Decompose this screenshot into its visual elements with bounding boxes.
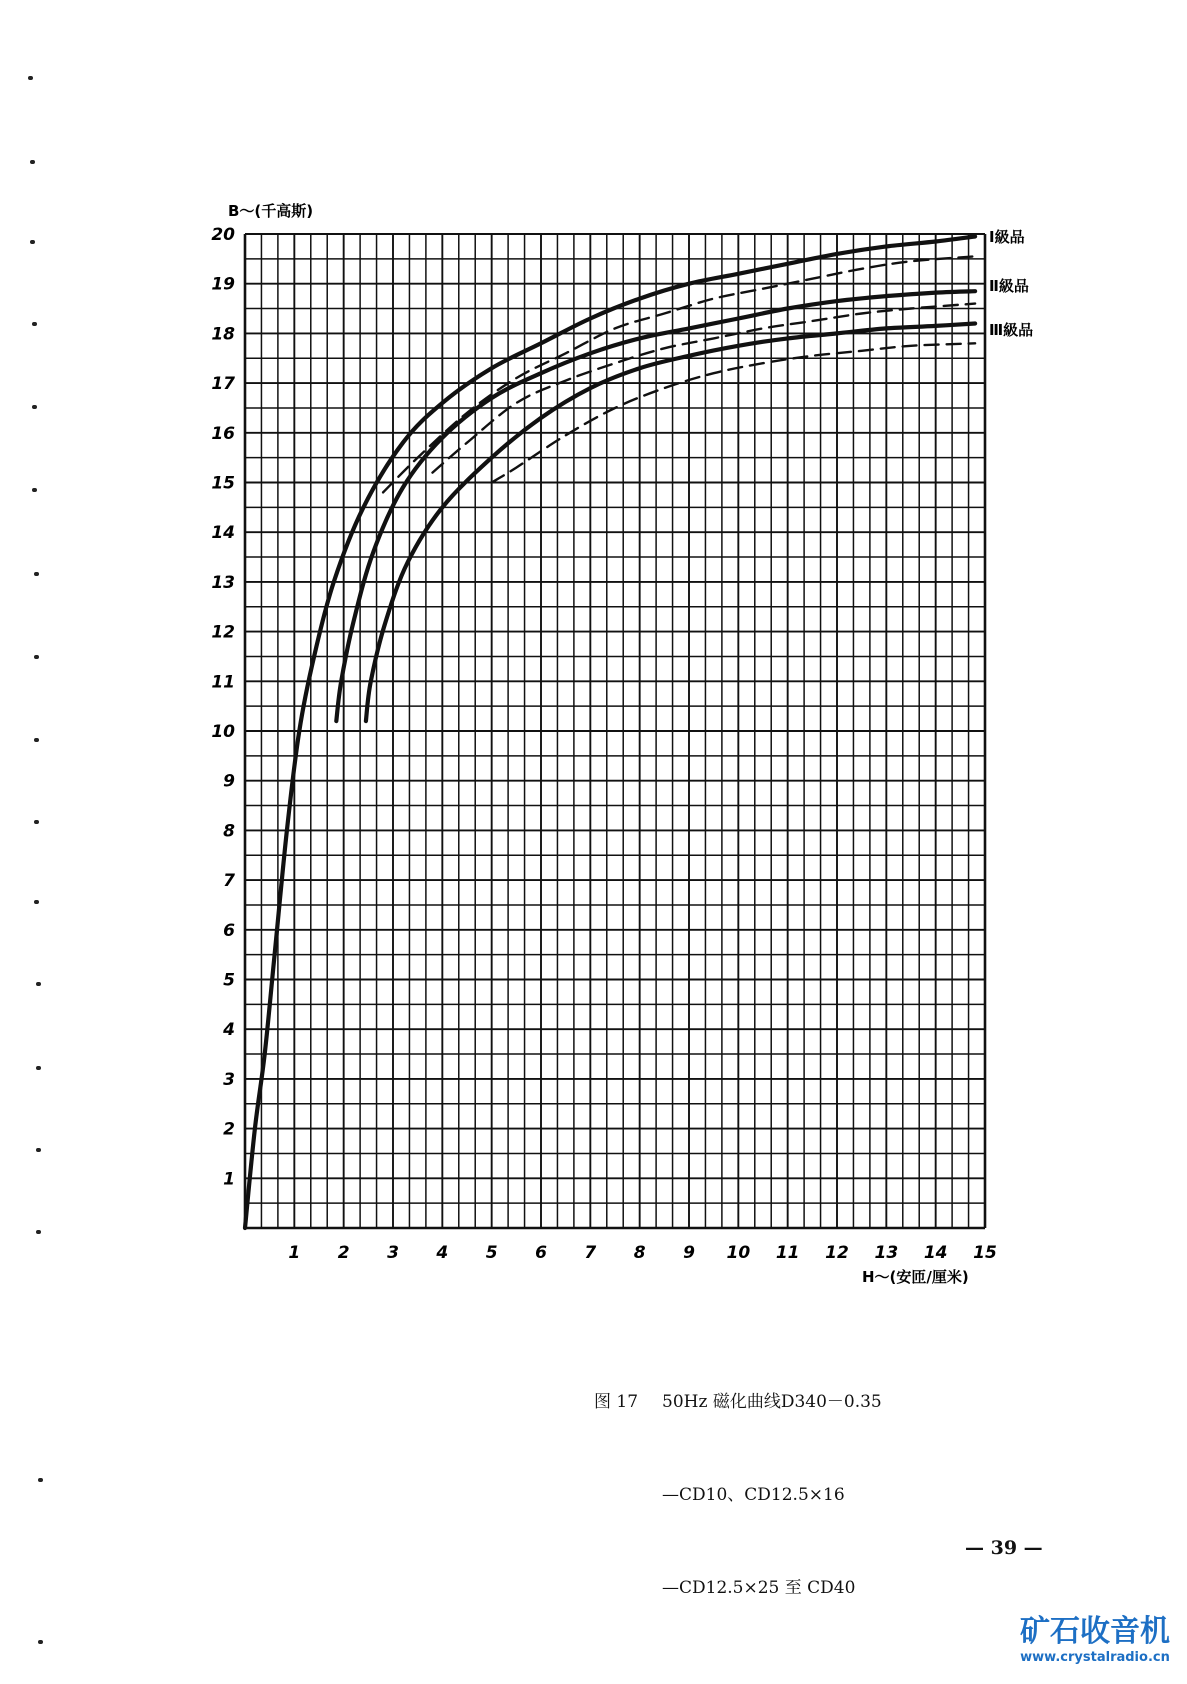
x-tick-label: 10 bbox=[726, 1243, 751, 1263]
y-tick-label: 9 bbox=[223, 771, 235, 792]
y-tick-label: 7 bbox=[223, 871, 235, 892]
y-tick-label: 8 bbox=[223, 821, 235, 842]
x-tick-labels bbox=[288, 1243, 996, 1263]
y-tick-label: 14 bbox=[211, 523, 235, 544]
y-tick-label: 18 bbox=[211, 324, 235, 345]
x-tick-label: 1 bbox=[288, 1243, 301, 1263]
margin-mark bbox=[34, 900, 39, 904]
margin-mark bbox=[30, 160, 35, 164]
watermark-url: www.crystalradio.cn bbox=[1020, 1650, 1170, 1665]
y-tick-label: 4 bbox=[223, 1020, 235, 1041]
grade-label-1: Ⅰ級品 bbox=[989, 228, 1025, 246]
x-tick-label: 4 bbox=[436, 1243, 449, 1263]
y-tick-label: 19 bbox=[211, 274, 235, 295]
y-tick-label: 3 bbox=[223, 1069, 235, 1090]
y-tick-label: 6 bbox=[223, 920, 235, 941]
margin-mark bbox=[36, 1148, 41, 1152]
margin-mark bbox=[32, 405, 37, 409]
margin-mark bbox=[32, 322, 37, 326]
caption-line-3: —CD12.5×25 至 CD40 bbox=[662, 1578, 856, 1598]
margin-mark bbox=[34, 655, 39, 659]
margin-mark bbox=[36, 1066, 41, 1070]
y-axis-label: B～(千高斯) bbox=[228, 202, 314, 220]
margin-mark bbox=[36, 982, 41, 986]
x-tick-label: 2 bbox=[337, 1243, 350, 1263]
x-tick-label: 3 bbox=[387, 1243, 399, 1263]
caption-label: 图 17 bbox=[594, 1392, 639, 1412]
y-tick-label: 20 bbox=[211, 225, 235, 245]
margin-mark bbox=[34, 820, 39, 824]
grade-labels bbox=[989, 228, 1033, 339]
x-axis-label: H～(安匝/厘米) bbox=[862, 1268, 969, 1286]
y-tick-label: 10 bbox=[211, 722, 235, 742]
y-tick-labels bbox=[211, 225, 235, 1189]
y-tick-label: 1 bbox=[223, 1169, 235, 1190]
x-tick-label: 13 bbox=[874, 1243, 899, 1263]
x-tick-label: 7 bbox=[584, 1243, 597, 1263]
grade-label-3: Ⅲ級品 bbox=[989, 321, 1034, 339]
x-tick-label: 14 bbox=[923, 1243, 948, 1263]
watermark bbox=[1010, 1614, 1180, 1665]
x-tick-label: 11 bbox=[775, 1243, 800, 1263]
y-tick-label: 15 bbox=[211, 473, 235, 494]
y-tick-label: 12 bbox=[211, 622, 235, 643]
y-tick-label: 5 bbox=[223, 970, 235, 991]
margin-mark bbox=[36, 1230, 41, 1234]
y-tick-label: 11 bbox=[211, 672, 235, 693]
y-tick-label: 17 bbox=[211, 374, 235, 395]
y-tick-label: 16 bbox=[211, 423, 235, 444]
x-tick-label: 9 bbox=[683, 1243, 695, 1263]
margin-mark bbox=[32, 488, 37, 492]
margin-mark bbox=[38, 1640, 43, 1644]
margin-mark bbox=[30, 240, 35, 244]
x-tick-label: 6 bbox=[535, 1243, 547, 1263]
margin-mark bbox=[28, 76, 33, 80]
x-tick-label: 5 bbox=[485, 1243, 498, 1263]
caption-line-2: —CD10、CD12.5×16 bbox=[662, 1485, 845, 1505]
x-tick-label: 8 bbox=[633, 1243, 646, 1263]
margin-mark bbox=[34, 572, 39, 576]
margin-mark bbox=[34, 738, 39, 742]
grade-label-2: Ⅱ級品 bbox=[989, 277, 1029, 295]
watermark-name: 矿石收音机 bbox=[1020, 1614, 1170, 1649]
figure-caption bbox=[594, 1325, 882, 1635]
x-tick-label: 12 bbox=[825, 1243, 849, 1263]
y-tick-label: 2 bbox=[223, 1119, 235, 1140]
chart-grid bbox=[245, 234, 985, 1228]
margin-mark bbox=[38, 1478, 43, 1482]
x-tick-label: 15 bbox=[973, 1243, 997, 1263]
page-number: — 39 — bbox=[965, 1537, 1043, 1559]
y-tick-label: 13 bbox=[211, 572, 235, 593]
caption-line-1: 50Hz 磁化曲线D340－0.35 bbox=[662, 1392, 882, 1412]
